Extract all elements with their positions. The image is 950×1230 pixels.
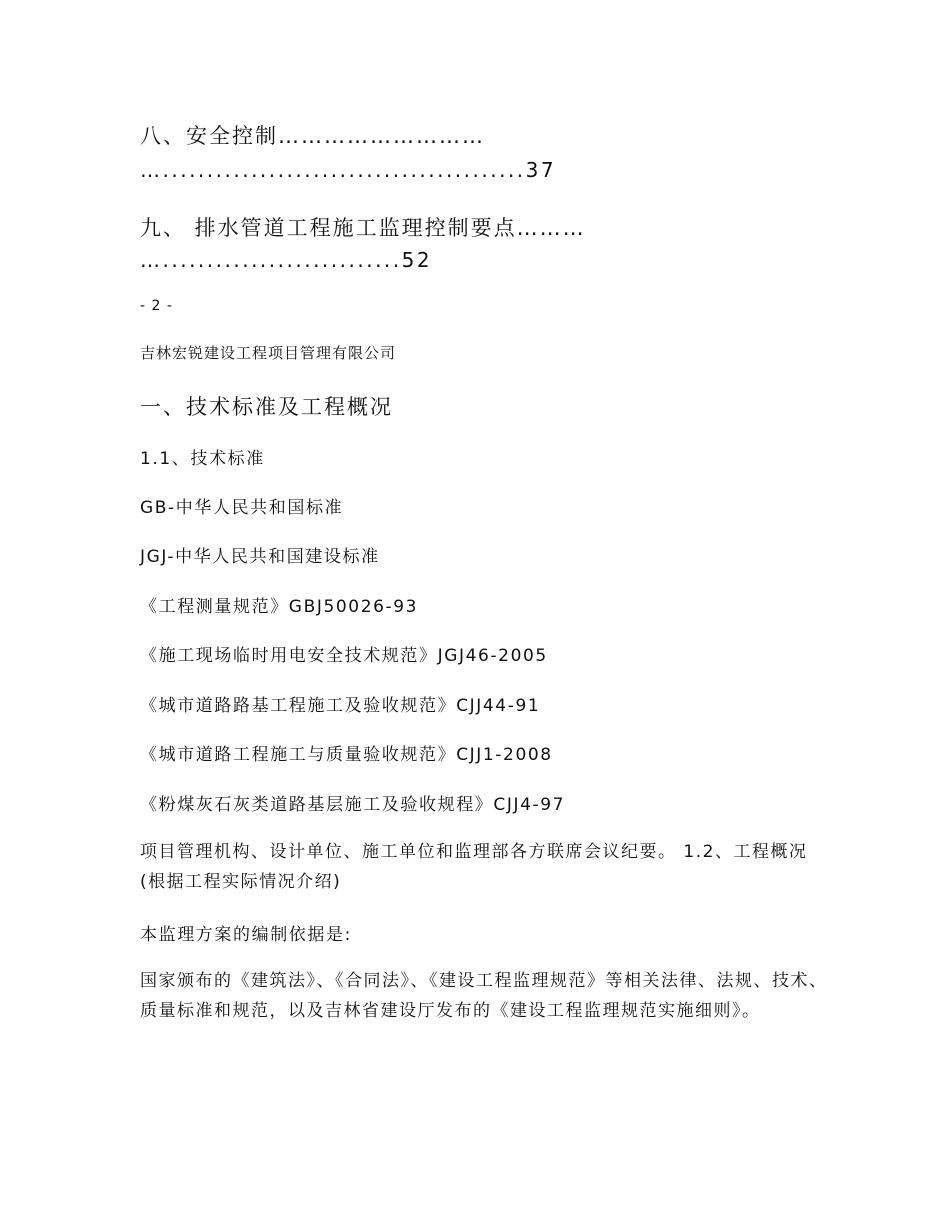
standard-item: 《城市道路工程施工与质量验收规范》CJJ1-2008 [140, 745, 553, 765]
section-heading: 一、技术标准及工程概况 [140, 395, 393, 419]
toc-entry-8-leader: ….........................................37 [140, 158, 557, 182]
standard-item: GB-中华人民共和国标准 [140, 498, 344, 518]
standard-item: 《粉煤灰石灰类道路基层施工及验收规程》CJJ4-97 [140, 795, 566, 815]
standard-item: 《工程测量规范》GBJ50026-93 [140, 597, 419, 617]
meeting-paragraph: 项目管理机构、设计单位、施工单位和监理部各方联席会议纪要。 1.2、工程概况(根据工程实际情况介绍) [140, 842, 808, 892]
standard-item: JGJ-中华人民共和国建设标准 [140, 547, 380, 567]
basis-intro: 本监理方案的编制依据是: [140, 925, 352, 945]
toc-entry-8-title: 八、安全控制……………………… [140, 124, 485, 148]
standard-item: 《施工现场临时用电安全技术规范》JGJ46-2005 [140, 646, 548, 666]
subsection-heading: 1.1、技术标准 [140, 449, 265, 469]
basis-paragraph: 国家颁布的《建筑法》、《合同法》、《建设工程监理规范》等相关法律、法规、技术、质量标准和规范，以及吉林省建设厅发布的《建设工程监理规范实施细则》。 [140, 971, 828, 1021]
standard-item: 《城市道路路基工程施工及验收规范》CJJ44-91 [140, 696, 541, 716]
toc-entry-9-title: 九、 排水管道工程施工监理控制要点……… [140, 216, 586, 240]
company-header: 吉林宏锐建设工程项目管理有限公司 [140, 344, 397, 362]
toc-entry-9-leader: …...........................52 [140, 248, 433, 272]
page-number: - 2 - [140, 298, 173, 314]
